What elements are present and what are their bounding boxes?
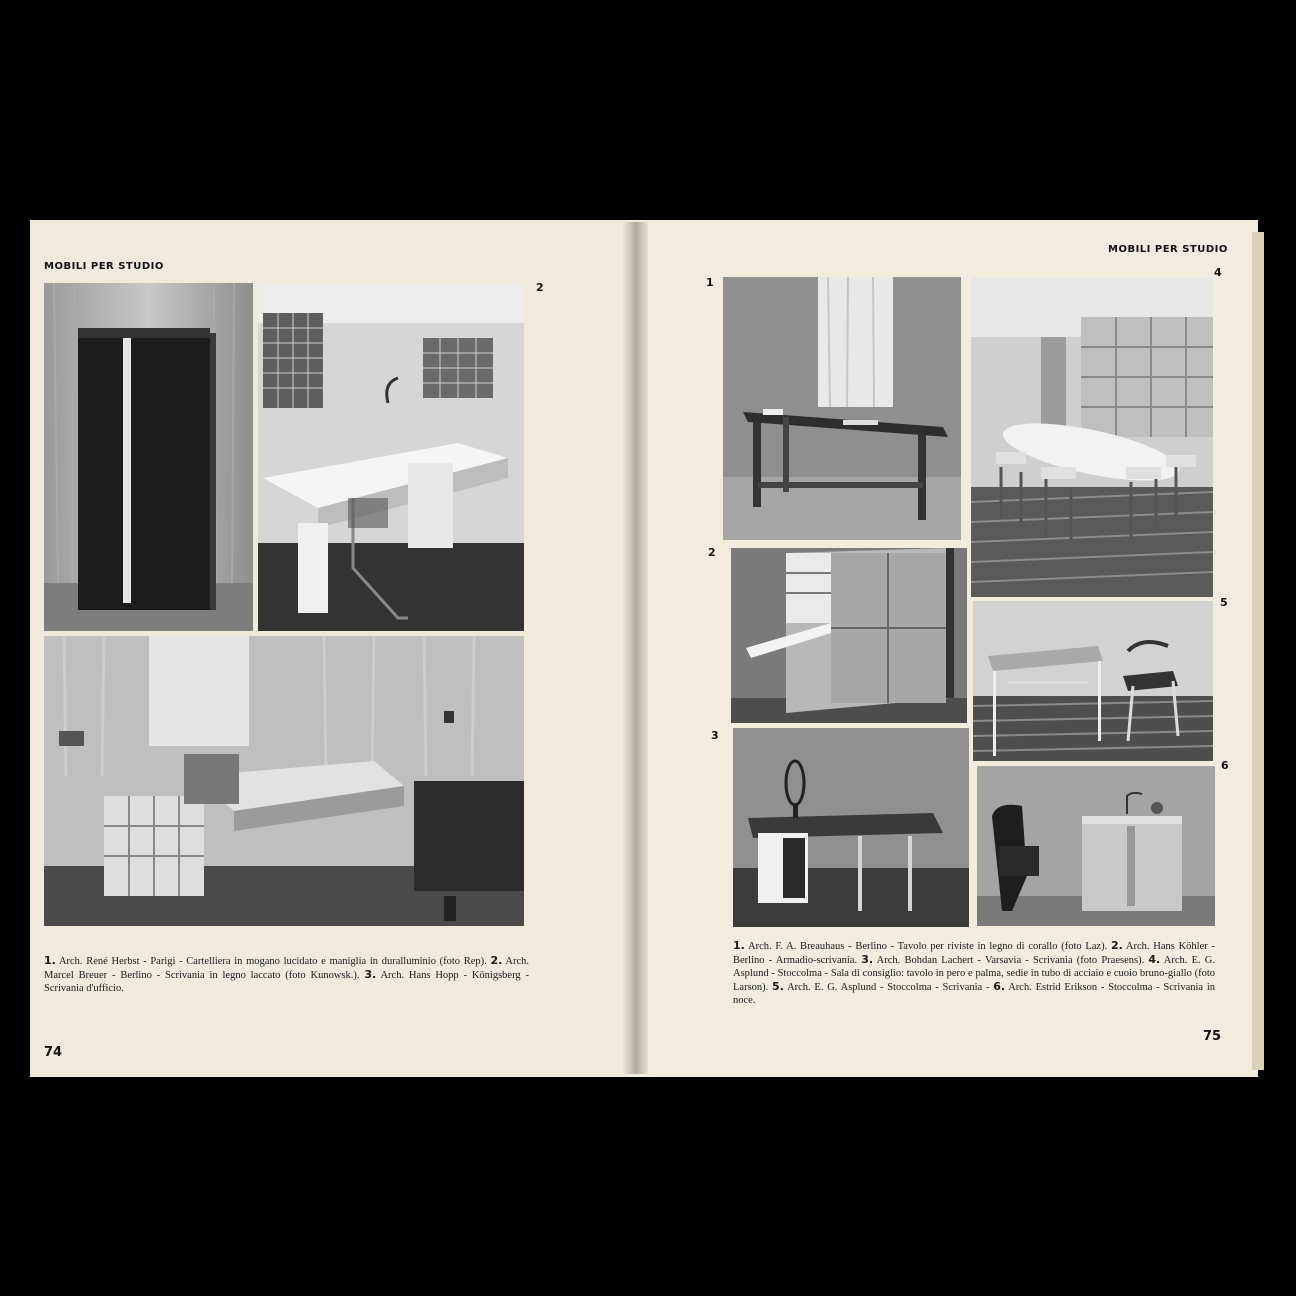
- caption-text: Arch. E. G. Asplund - Stoccolma - Sala di consiglio: tavolo in pero e palma, sedie in tubo di acciaio e cuoio bruno-giallo (foto Larson).: [733, 955, 1215, 993]
- right-page-header: MOBILI PER STUDIO: [1108, 244, 1228, 255]
- photo-desk-lachert: [733, 728, 969, 927]
- left-page-header: MOBILI PER STUDIO: [44, 261, 164, 272]
- photo-desk-breuer: [258, 283, 524, 631]
- caption-num: 2.: [490, 954, 503, 967]
- photo-desk-asplund: [973, 601, 1213, 761]
- caption-num: 3.: [364, 968, 377, 981]
- right-photo-number-4: 4: [1214, 266, 1222, 279]
- photo-desk-erikson: [977, 766, 1215, 926]
- photo-office-desk-hopp: [44, 636, 524, 926]
- right-photo-number-2: 2: [708, 546, 716, 559]
- caption-num: 5.: [772, 980, 784, 993]
- left-photo-number-2: 2: [536, 281, 544, 294]
- caption-text: Arch. E. G. Asplund - Stoccolma - Scrivania -: [783, 982, 994, 993]
- right-photo-number-1: 1: [706, 276, 714, 289]
- caption-num: 6.: [993, 980, 1006, 993]
- photo-council-room: [971, 277, 1213, 597]
- caption-num: 3.: [861, 953, 874, 966]
- right-page-number: 75: [1203, 1029, 1222, 1044]
- caption-text: Arch. Bohdan Lachert - Varsavia - Scrivania (foto Praesens).: [873, 955, 1149, 966]
- left-page-number: 74: [44, 1045, 63, 1060]
- photo-cabinet-desk: [731, 548, 967, 723]
- caption-text: Arch. René Herbst - Parigi - Cartelliera in mogano lucidato e maniglia in duralluminio (foto Rep).: [55, 956, 491, 967]
- caption-num: 1.: [733, 939, 745, 952]
- right-photo-number-6: 6: [1221, 759, 1229, 772]
- left-captions: [44, 954, 529, 995]
- caption-text: Arch. Hans Köhler - Berlino - Armadio-scrivania.: [733, 941, 1215, 966]
- caption-num: 4.: [1148, 953, 1161, 966]
- photo-magazine-table: [723, 277, 961, 540]
- caption-text: Arch. Estrid Erikson - Stoccolma - Scrivania in noce.: [733, 982, 1216, 1006]
- page-edge: [1252, 232, 1264, 1070]
- caption-num: 2.: [1110, 939, 1123, 952]
- caption-text: Arch. Hans Hopp - Königsberg - Scrivania d'ufficio.: [44, 970, 529, 994]
- right-photo-number-3: 3: [711, 729, 719, 742]
- right-captions: [733, 939, 1215, 1007]
- photo-cabinet: [44, 283, 253, 631]
- caption-num: 1.: [44, 954, 56, 967]
- caption-text: Arch. Marcel Breuer - Berlino - Scrivania in legno laccato (foto Kunowsk.).: [44, 956, 529, 981]
- caption-text: Arch. F. A. Breauhaus - Berlino - Tavolo per riviste in legno di corallo (foto Laz).: [744, 941, 1111, 952]
- right-photo-number-5: 5: [1220, 596, 1228, 609]
